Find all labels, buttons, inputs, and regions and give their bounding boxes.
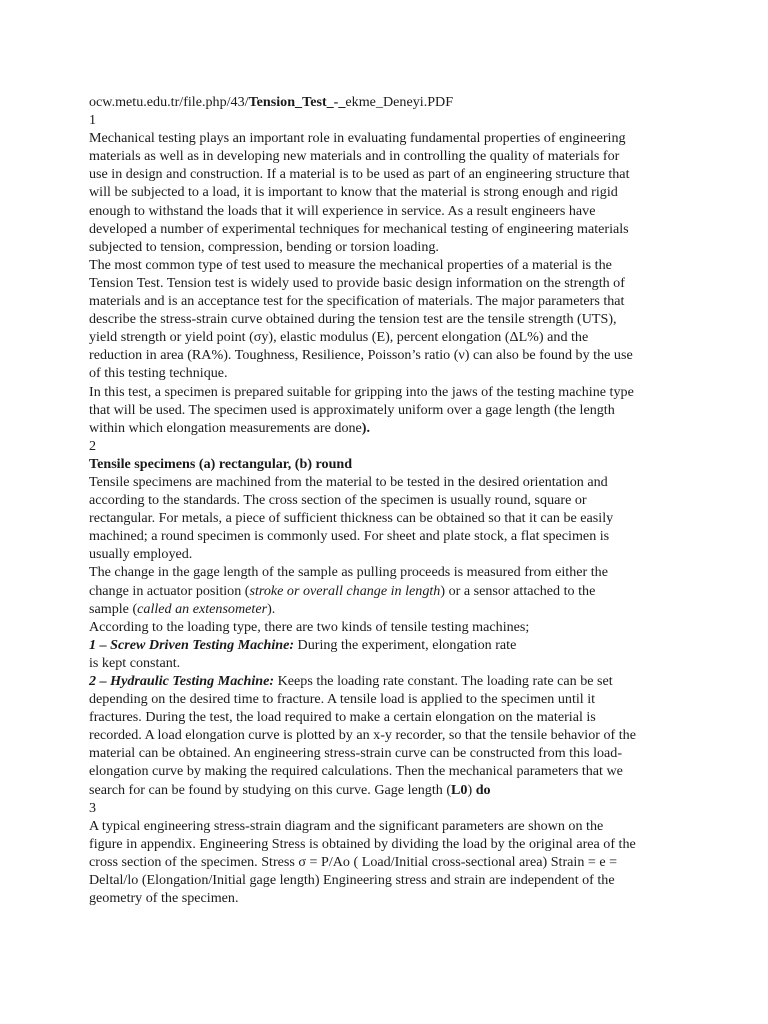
hydraulic-label: 2 – Hydraulic Testing Machine: bbox=[89, 673, 275, 689]
text-line: will be subjected to a load, it is important to know that the material is strong enough and rigid bbox=[89, 184, 618, 201]
source-url bbox=[89, 93, 689, 111]
paragraph-intro bbox=[89, 129, 689, 256]
text-line: geometry of the specimen. bbox=[89, 890, 239, 907]
text-line: is kept constant. bbox=[89, 654, 181, 671]
page-marker-3: 3 bbox=[89, 799, 97, 816]
text-line: machined; a round specimen is commonly used. For sheet and plate stock, a flat specimen is bbox=[89, 528, 610, 545]
text-span: Keeps the loading rate constant. The loading rate can be set bbox=[274, 673, 613, 689]
text-line: figure in appendix. Engineering Stress is obtained by dividing the load by the original area of the bbox=[89, 835, 636, 852]
paragraph-specimens bbox=[89, 473, 689, 563]
text-line: materials and is an acceptance test for the specification of materials. The major parameters that bbox=[89, 293, 625, 310]
text-line: The change in the gage length of the sample as pulling proceeds is measured from either the bbox=[89, 564, 608, 581]
page-marker-2: 2 bbox=[89, 437, 97, 454]
text-span-italic: called an extensometer bbox=[137, 600, 268, 617]
text-line: materials as well as in developing new materials and in controlling the quality of materials for bbox=[89, 148, 620, 165]
text-line: The most common type of test used to measure the mechanical properties of a material is the bbox=[89, 256, 612, 273]
text-line: Tensile specimens are machined from the material to be tested in the desired orientation and bbox=[89, 473, 608, 490]
text-span: ) or a sensor attached to the bbox=[440, 582, 596, 599]
text-line: describe the stress-strain curve obtained during the tension test are the tensile strength (UTS), bbox=[89, 311, 617, 328]
text-span-bold: do bbox=[475, 781, 491, 798]
text-line: Mechanical testing plays an important role in evaluating fundamental properties of engineering bbox=[89, 130, 626, 147]
text-span: sample ( bbox=[89, 600, 138, 617]
text-span: ) bbox=[467, 781, 476, 798]
paragraph-specimen-prep bbox=[89, 383, 689, 437]
text-line: Tension Test. Tension test is widely used to provide basic design information on the strength of bbox=[89, 274, 625, 291]
text-line: use in design and construction. If a material is to be used as part of an engineering structure that bbox=[89, 166, 630, 183]
text-line: Deltal/lo (Elongation/Initial gage length) Engineering stress and strain are independent of the bbox=[89, 872, 615, 889]
source-url-prefix: ocw.metu.edu.tr/file.php/43/ bbox=[89, 94, 249, 110]
text-span: within which elongation measurements are done bbox=[89, 419, 362, 436]
text-line bbox=[89, 672, 689, 690]
text-line bbox=[89, 419, 689, 437]
text-line: cross section of the specimen. Stress σ = P/Ao ( Load/Initial cross-sectional area) Strain = e = bbox=[89, 853, 618, 870]
text-line: depending on the desired time to fracture. A tensile load is applied to the specimen until it bbox=[89, 691, 596, 708]
page-marker-1: 1 bbox=[89, 112, 97, 129]
text-line: fractures. During the test, the load required to make a certain elongation on the material is bbox=[89, 709, 596, 726]
text-line: enough to withstand the loads that it will experience in service. As a result engineers have bbox=[89, 202, 596, 219]
text-line bbox=[89, 781, 689, 799]
text-line: of this testing technique. bbox=[89, 365, 228, 382]
document-page bbox=[89, 93, 689, 907]
paragraph-gage-change bbox=[89, 563, 689, 617]
text-line bbox=[89, 582, 689, 600]
text-line: A typical engineering stress-strain diagram and the significant parameters are shown on the bbox=[89, 817, 604, 834]
text-line: usually employed. bbox=[89, 546, 193, 563]
text-line: material can be obtained. An engineering stress-strain curve can be constructed from this load- bbox=[89, 745, 623, 762]
paragraph-loading-type: According to the loading type, there are two kinds of tensile testing machines; bbox=[89, 618, 530, 635]
heading-tensile-specimens: Tensile specimens (a) rectangular, (b) round bbox=[89, 455, 353, 472]
text-span: change in actuator position ( bbox=[89, 582, 250, 599]
text-line bbox=[89, 600, 689, 618]
text-line: In this test, a specimen is prepared suitable for gripping into the jaws of the testing machine type bbox=[89, 383, 634, 400]
text-span-bold: L0 bbox=[451, 781, 468, 798]
text-line: yield strength or yield point (σy), elastic modulus (E), percent elongation (ΔL%) and the bbox=[89, 329, 589, 346]
text-line: reduction in area (RA%). Toughness, Resilience, Poisson’s ratio (ν) can also be found by the use bbox=[89, 347, 633, 364]
paragraph-tension-test bbox=[89, 256, 689, 383]
text-span: ). bbox=[267, 600, 276, 617]
text-line: recorded. A load elongation curve is plotted by an x-y recorder, so that the tensile behavior of the bbox=[89, 727, 636, 744]
text-line: according to the standards. The cross section of the specimen is usually round, square or bbox=[89, 492, 587, 509]
paragraph-stress-strain bbox=[89, 817, 689, 907]
screw-driven-label: 1 – Screw Driven Testing Machine: bbox=[89, 636, 295, 653]
text-span-italic: stroke or overall change in length bbox=[249, 582, 441, 599]
item-screw-driven bbox=[89, 636, 689, 672]
source-url-suffix: ekme_Deneyi.PDF bbox=[345, 94, 454, 110]
source-url-bold: Tension_Test_-_ bbox=[248, 94, 346, 110]
text-span-bold: ). bbox=[361, 419, 371, 436]
text-line: rectangular. For metals, a piece of sufficient thickness can be obtained so that it can be easily bbox=[89, 510, 614, 527]
text-span: During the experiment, elongation rate bbox=[294, 636, 517, 653]
text-line: elongation curve by making the required calculations. Then the mechanical parameters that we bbox=[89, 763, 623, 780]
text-line bbox=[89, 636, 689, 654]
text-line: subjected to tension, compression, bending or torsion loading. bbox=[89, 238, 439, 255]
text-line: developed a number of experimental techniques for mechanical testing of engineering materials bbox=[89, 220, 629, 237]
item-hydraulic bbox=[89, 672, 689, 799]
text-span: search for can be found by studying on this curve. Gage length ( bbox=[89, 781, 452, 798]
text-line: that will be used. The specimen used is approximately uniform over a gage length (the length bbox=[89, 401, 615, 418]
